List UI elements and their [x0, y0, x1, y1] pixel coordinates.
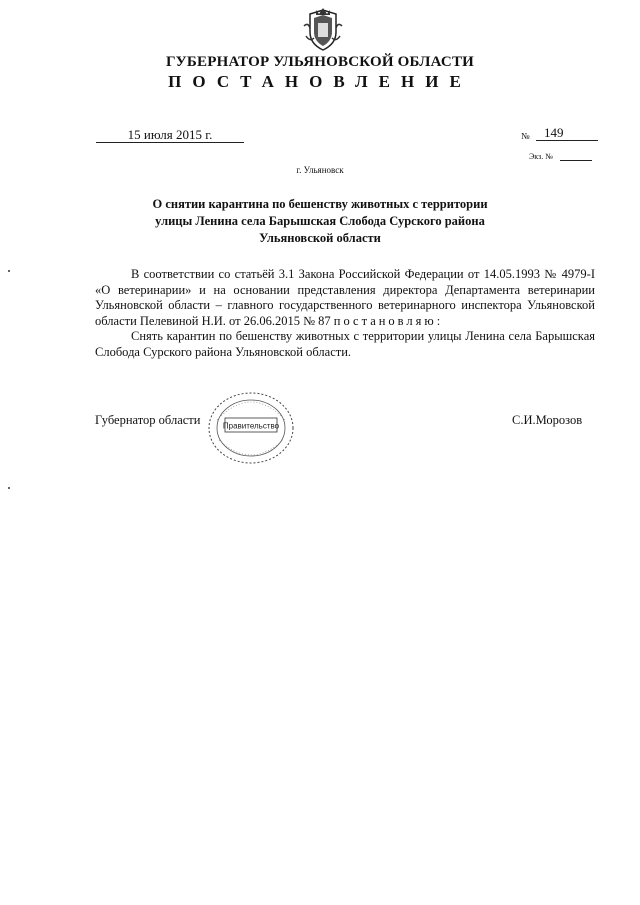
- document-type: ПОСТАНОВЛЕНИЕ: [168, 72, 472, 91]
- document-date: 15 июля 2015 г.: [96, 128, 244, 143]
- resolution-paragraph: Снять карантин по бешенству животных с территории улицы Ленина села Барышская Слобода Сурского района Ульяновской области.: [95, 329, 595, 359]
- number-label: №: [521, 131, 530, 141]
- coat-of-arms-icon: [302, 8, 344, 52]
- subject-line-3: Ульяновской области: [259, 231, 381, 245]
- signatory-position: Губернатор области: [95, 413, 201, 427]
- preamble-text: В соответствии со статьёй 3.1 Закона Российской Федерации от 14.05.1993 № 4979-I «О ветеринарии» и на основании представления директора Департамента ветеринарии Ульяновской области – главного государственного ветеринарного инспектора Ульяновской области Пелевиной Н.И. от 26.06.2015 № 87: [95, 267, 595, 328]
- signatory-name: С.И.Морозов: [512, 413, 583, 427]
- governor-title: ГУБЕРНАТОР УЛЬЯНОВСКОЙ ОБЛАСТИ: [165, 54, 475, 70]
- resolution-word: постановляю:: [333, 313, 444, 328]
- subject-line-1: О снятии карантина по бешенству животных с территории: [152, 197, 488, 211]
- copy-number-line: [560, 160, 592, 161]
- official-stamp-icon: [205, 390, 297, 466]
- document-number: 149: [536, 126, 598, 141]
- document-subject: [150, 196, 490, 247]
- scan-speck: [8, 270, 10, 272]
- preamble-paragraph: [95, 267, 595, 329]
- scan-speck: [8, 487, 10, 489]
- city: г. Ульяновск: [296, 165, 344, 175]
- stamp-text: Правительство: [222, 421, 280, 431]
- document-body: [95, 267, 595, 360]
- subject-line-2: улицы Ленина села Барышская Слобода Сурского района: [155, 214, 485, 228]
- copy-number-label: Экз. №: [529, 152, 553, 161]
